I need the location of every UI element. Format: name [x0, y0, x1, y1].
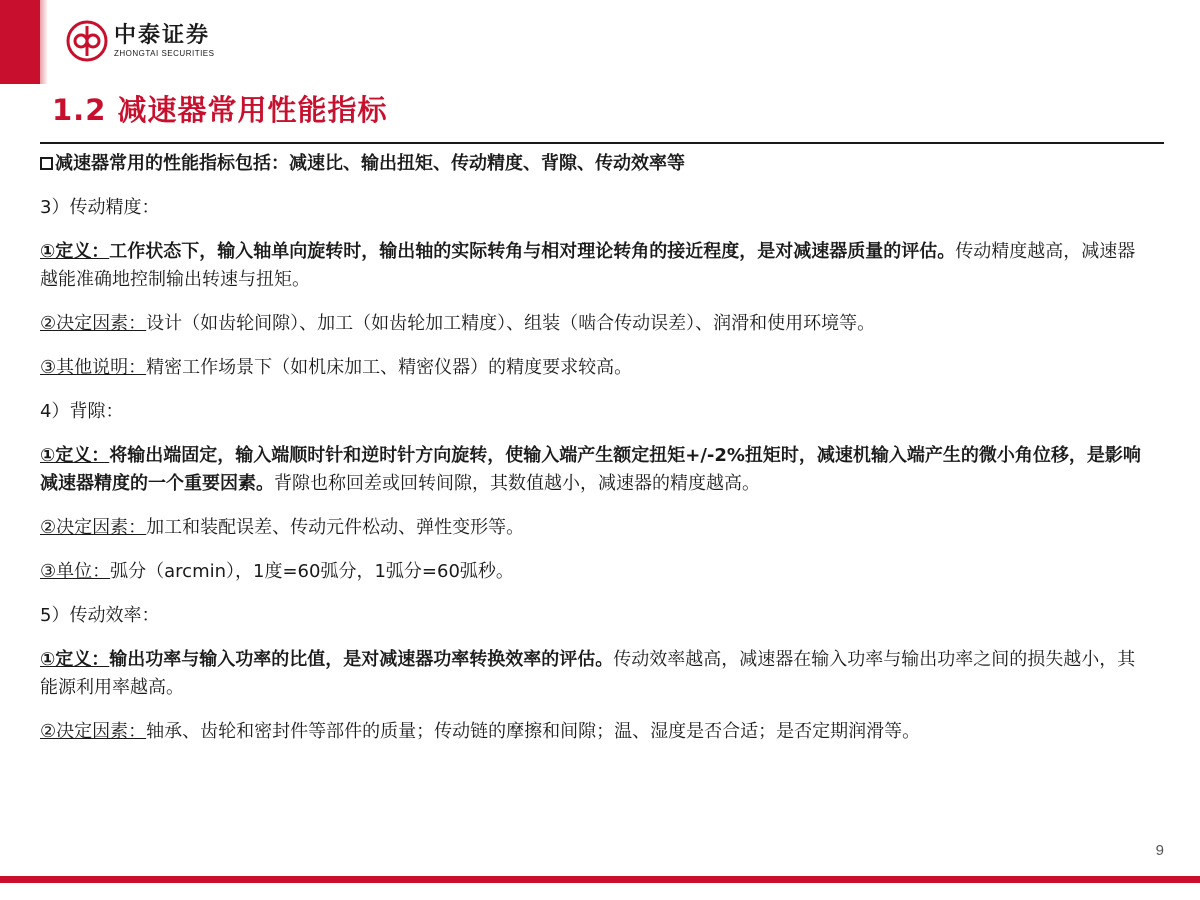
bottom-accent-bar [0, 876, 1200, 883]
precision-heading: 3）传动精度： [40, 197, 160, 218]
precision-factors [40, 310, 1150, 338]
backlash-factors-label: ②决定因素： [40, 517, 147, 538]
precision-other-label: ③其他说明： [40, 357, 147, 378]
backlash-heading: 4）背隙： [40, 401, 124, 422]
backlash-unit-text: 弧分（arcmin），1度=60弧分，1弧分=60弧秒。 [110, 561, 514, 582]
main-content [40, 150, 1150, 746]
intro-line [40, 150, 1150, 178]
brand-name-cn: 中泰证券 [114, 23, 211, 48]
backlash-def-bold: 将输出端固定，输入端顺时针和逆时针方向旋转，使输入端产生额定扭矩+/-2%扭矩时，减速机输入端产生的微小角位移，是影响减速器精度的一个重要因素。 [40, 445, 1141, 494]
efficiency-def-label: ①定义： [40, 649, 110, 670]
precision-other-text: 精密工作场景下（如机床加工、精密仪器）的精度要求较高。 [146, 357, 633, 378]
efficiency-definition [40, 646, 1150, 702]
left-accent-shadow [40, 0, 48, 84]
backlash-factors-text: 加工和装配误差、传动元件松动、弹性变形等。 [146, 517, 525, 538]
backlash-definition [40, 442, 1150, 498]
left-accent-bar [0, 0, 40, 84]
precision-definition [40, 238, 1150, 294]
efficiency-def-bold: 输出功率与输入功率的比值，是对减速器功率转换效率的评估。 [109, 649, 614, 670]
precision-factors-text: 设计（如齿轮间隙）、加工（如齿轮加工精度）、组装（啮合传动误差）、润滑和使用环境等。 [146, 313, 876, 334]
backlash-unit-label: ③单位： [40, 561, 111, 582]
page-title: 1.2 减速器常用性能指标 [52, 93, 388, 127]
precision-def-bold: 工作状态下，输入轴单向旋转时，输出轴的实际转角与相对理论转角的接近程度，是对减速器质量的评估。 [109, 241, 956, 262]
backlash-unit [40, 558, 1150, 586]
backlash-def-rest: 背隙也称回差或回转间隙，其数值越小，减速器的精度越高。 [274, 473, 760, 494]
efficiency-heading: 5）传动效率： [40, 605, 160, 626]
zhongtai-logo-icon [66, 20, 108, 62]
precision-def-label: ①定义： [40, 241, 110, 262]
efficiency-factors-label: ②决定因素： [40, 721, 147, 742]
brand-logo [66, 20, 214, 62]
efficiency-factors-text: 轴承、齿轮和密封件等部件的质量；传动链的摩擦和间隙；温、湿度是否合适；是否定期润滑等。 [146, 721, 921, 742]
intro-text: 减速器常用的性能指标包括：减速比、输出扭矩、传动精度、背隙、传动效率等 [55, 153, 685, 174]
precision-def-rest: 传动精度越高，减速器越能准确地控制输出转速与扭矩。 [40, 241, 1136, 290]
brand-name-en: ZHONGTAI SECURITIES [114, 49, 215, 58]
checkbox-bullet-icon [40, 157, 53, 170]
precision-factors-label: ②决定因素： [40, 313, 147, 334]
title-divider [40, 142, 1164, 144]
page-number: 9 [1155, 842, 1164, 859]
efficiency-factors [40, 718, 1150, 746]
efficiency-def-rest: 传动效率越高，减速器在输入功率与输出功率之间的损失越小，其能源利用率越高。 [40, 649, 1136, 698]
backlash-factors [40, 514, 1150, 542]
precision-other [40, 354, 1150, 382]
backlash-def-label: ①定义： [40, 445, 110, 466]
